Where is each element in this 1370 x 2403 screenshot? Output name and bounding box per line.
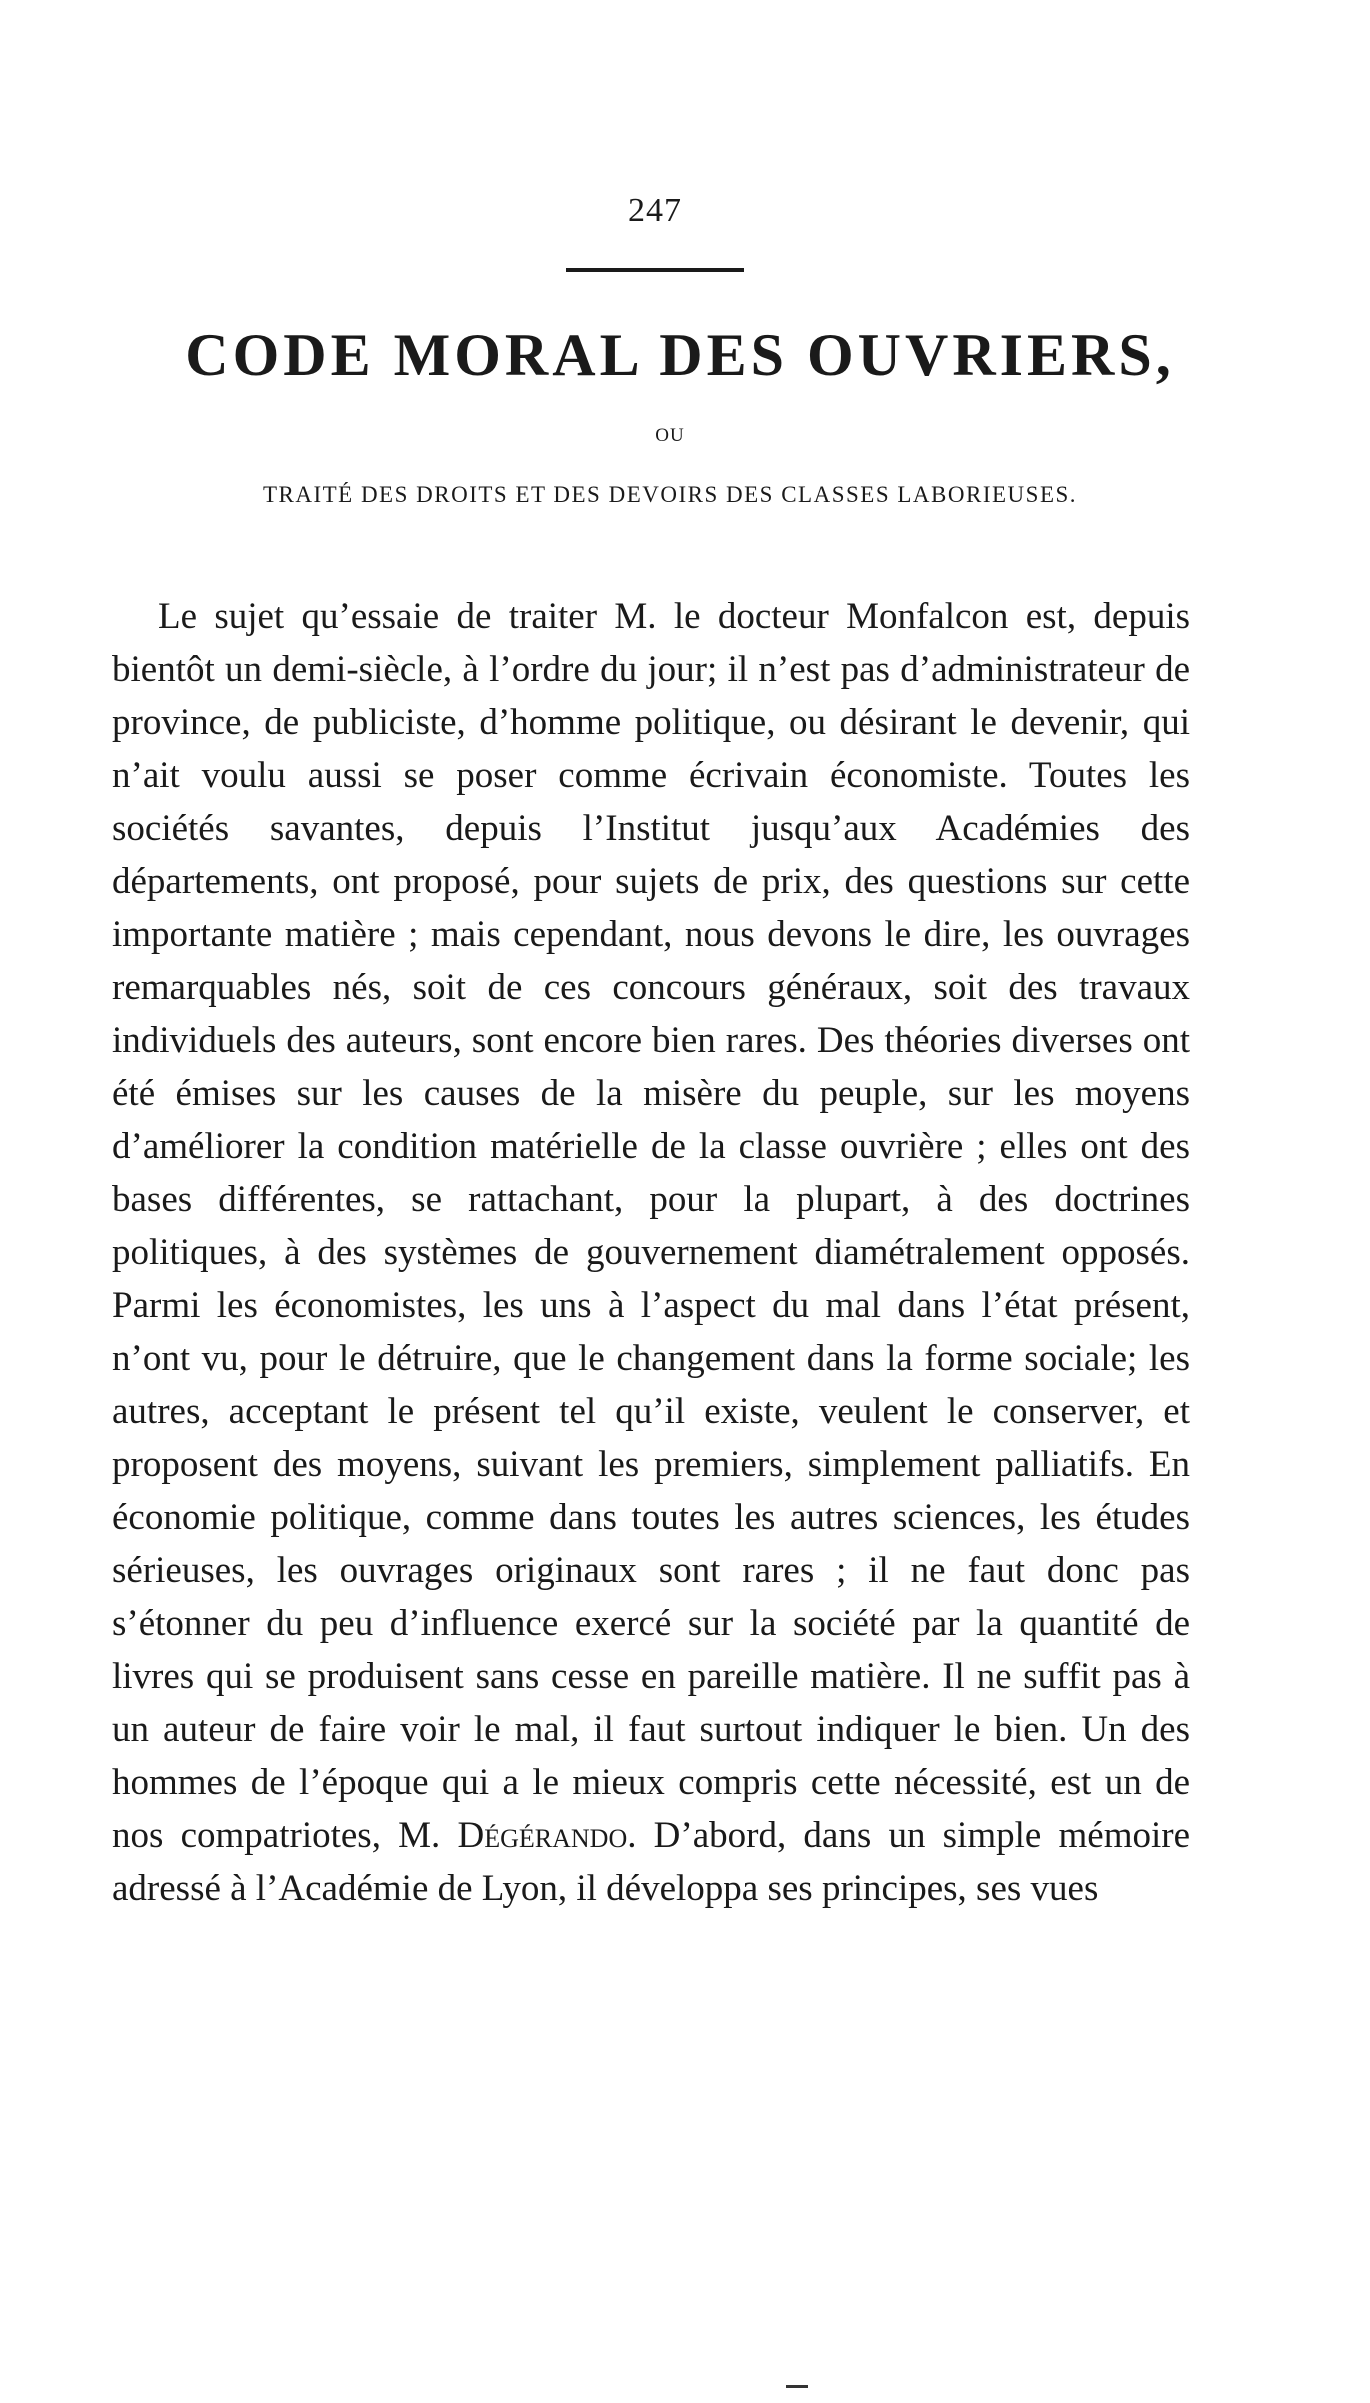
body-text-continued: . D’abord, dans un simple mémoire adressé à l’Académie de Lyon, il développa ses principes, ses vues [112,1815,1191,1909]
document-subtitle: TRAITÉ DES DROITS ET DES DEVOIRS DES CLASSES LABORIEUSES. [262,482,1078,507]
body-paragraph [112,590,1190,1915]
or-connector: OU [655,425,685,446]
author-name: Dégérando [457,1815,628,1856]
body-text-main: Le sujet qu’essaie de traiter M. le docteur Monfalcon est, depuis bientôt un demi-siècle, à l’ordre du jour; il n’est pas d’administrateur de province, de publiciste, d’homme politique, ou désirant le devenir, qui n’ait voulu aussi se poser comme écrivain économiste. Toutes les sociétés savantes, depuis l’Institut jusqu’aux Académies des départements, ont proposé, pour sujets de prix, des questions sur cette importante matière ; mais cependant, nous devons le dire, les ouvrages remarquables nés, soit de ces concours généraux, soit des travaux individuels des auteurs, sont encore bien rares. Des théories diverses ont été émises sur les causes de la misère du peuple, sur les moyens d’améliorer la condition matérielle de la classe ouvrière ; elles ont des bases différentes, se rattachant, pour la plupart, à des doctrines politiques, à des systèmes de gouvernement diamétralement opposés. Parmi les économistes, les uns à l’aspect du mal dans l’état présent, n’ont vu, pour le détruire, que le changement dans la forme sociale; les autres, acceptant le présent tel qu’il existe, veulent le conserver, et proposent des moyens, suivant les premiers, simplement palliatifs. En économie politique, comme dans toutes les autres sciences, les études sérieuses, les ouvrages originaux sont rares ; il ne faut donc pas s’étonner du peu d’influence exercé sur la société par la quantité de livres qui se produisent sans cesse en pareille matière. Il ne suffit pas à un auteur de faire voir le mal, il faut surtout indiquer le bien. Un des hommes de l’époque qui a le mieux compris cette nécessité, est un de nos compatriotes, M. [112,596,1190,1856]
title-rule [566,268,744,272]
document-title: CODE MORAL DES OUVRIERS, [185,322,1175,388]
page-number: 247 [628,192,682,229]
footer-mark [786,2385,808,2388]
